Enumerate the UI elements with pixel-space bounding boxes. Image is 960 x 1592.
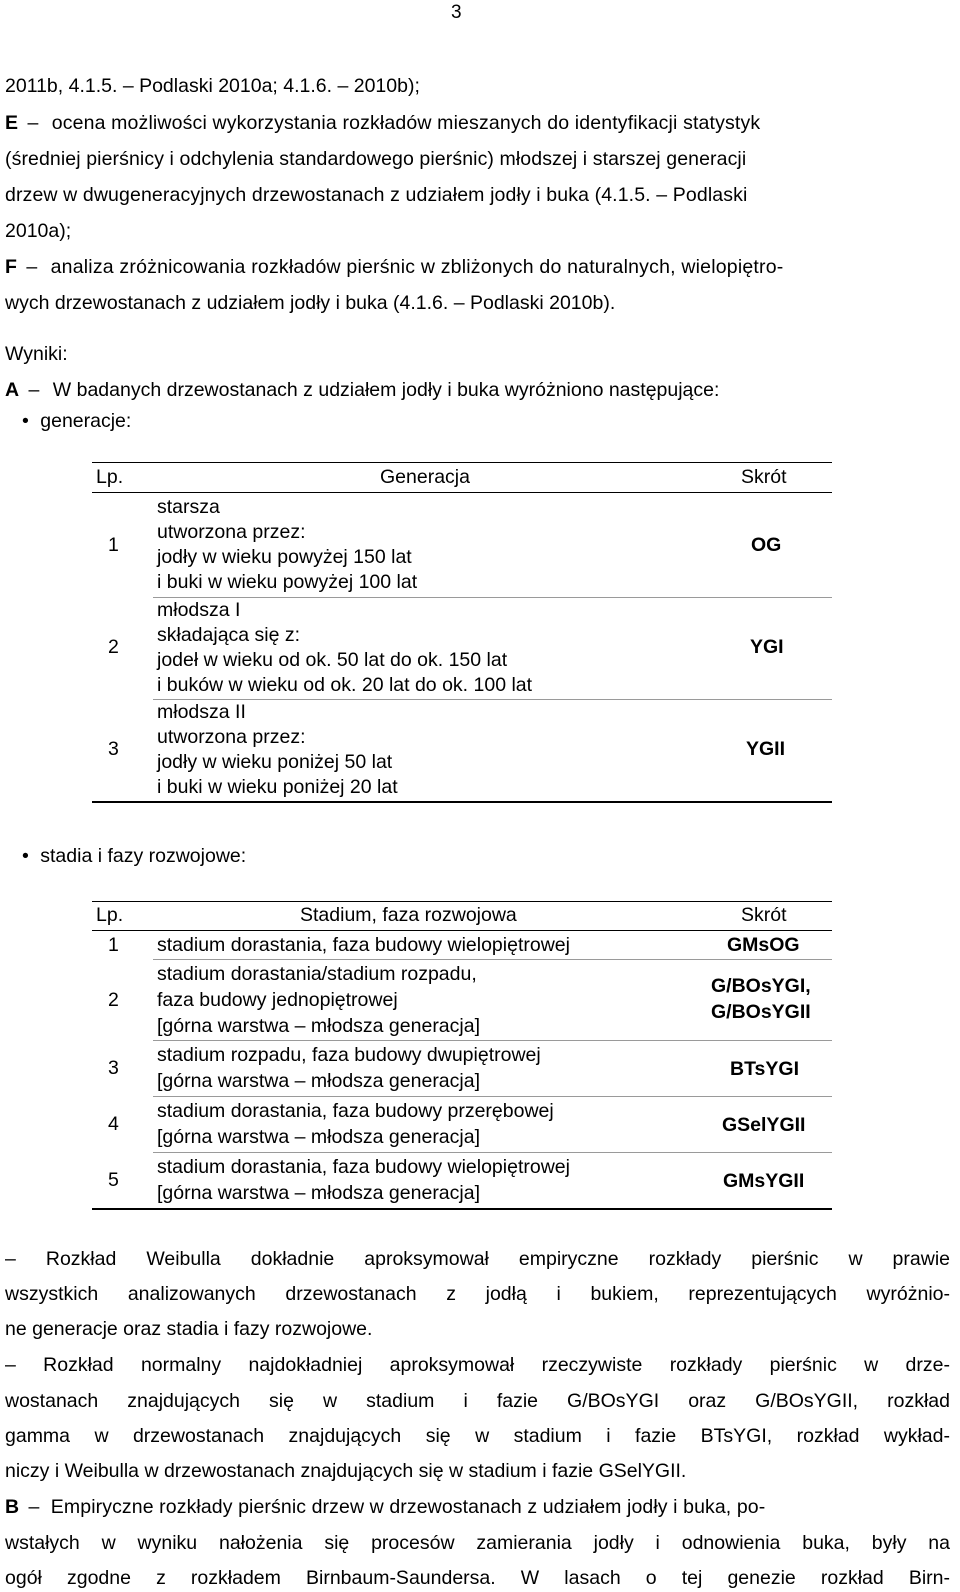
gen-table-bottom-rule (92, 801, 832, 803)
stage-row-abbr: GMsOG (727, 934, 800, 956)
normal-line-1 (5, 1354, 950, 1377)
stage-row-line: faza budowy jednopiętrowej (157, 989, 398, 1011)
row-divider (153, 597, 832, 598)
gen-row-line: jodeł w wieku od ok. 50 lat do ok. 150 lat (157, 649, 508, 671)
gen-row-line: jodły w wieku poniżej 50 lat (157, 751, 393, 773)
results-label: Wyniki: (5, 343, 68, 365)
stage-row-lp: 2 (108, 989, 119, 1011)
gen-row-line: składająca się z: (157, 624, 301, 646)
gen-row-line: młodsza I (157, 599, 241, 621)
continuation-line: 2011b, 4.1.5. – Podlaski 2010a; 4.1.6. – 2010b); (5, 75, 420, 97)
item-b-line-2 (5, 1532, 950, 1555)
stage-row-line: stadium dorastania, faza budowy przerębowej (157, 1100, 554, 1122)
gen-row-line: jodły w wieku powyżej 150 lat (157, 546, 412, 568)
generations-label: generacje: (40, 410, 132, 432)
stage-row-line: stadium dorastania/stadium rozpadu, (157, 963, 477, 985)
stage-header-stage: Stadium, faza rozwojowa (300, 904, 517, 926)
gen-table-top-rule (92, 462, 832, 463)
gen-row-lp: 1 (108, 534, 119, 556)
normal-line-4: niczy i Weibulla w drzewostanach znajdujących się w stadium i fazie GSelYGII. (5, 1460, 687, 1482)
generations-item (22, 410, 131, 433)
item-b-text-3: ogół zgodne z rozkładem Birnbaum-Saundersa. W lasach o tej genezie rozkład Birn- (5, 1567, 950, 1589)
item-f-text-1: analiza zróżnicowania rozkładów pierśnic w zbliżonych do naturalnych, wielopiętro- (50, 256, 784, 278)
stage-row-lp: 3 (108, 1057, 119, 1079)
stage-row-line: [górna warstwa – młodsza generacja] (157, 1126, 480, 1148)
stages-item (22, 845, 246, 868)
gen-row-lp: 2 (108, 636, 119, 658)
gen-header-rule (92, 492, 832, 493)
gen-row-line: utworzona przez: (157, 726, 306, 748)
stage-row-abbr: G/BOsYGI, (711, 975, 811, 997)
item-f-line-2: wych drzewostanach z udziałem jodły i buka (4.1.6. – Podlaski 2010b). (5, 292, 616, 314)
gen-row-line: młodsza II (157, 701, 246, 723)
stage-header-abbr: Skrót (741, 904, 787, 926)
item-f-line-1 (5, 256, 783, 279)
gen-header-lp: Lp. (96, 466, 124, 488)
stage-header-lp: Lp. (96, 904, 124, 926)
page-number: 3 (451, 2, 462, 23)
item-b-line-3 (5, 1567, 950, 1590)
stage-row-lp: 5 (108, 1169, 119, 1191)
stage-row-line: stadium dorastania, faza budowy wielopiętrowej (157, 934, 570, 956)
row-divider (153, 959, 832, 960)
gen-row-line: i buki w wieku poniżej 20 lat (157, 776, 398, 798)
item-a-letter: A (5, 379, 20, 401)
stage-row-abbr: G/BOsYGII (711, 1001, 811, 1023)
item-e-line-3: drzew w dwugeneracyjnych drzewostanach z udziałem jodły i buka (4.1.5. – Podlaski (5, 184, 748, 206)
item-b-text-1: Empiryczne rozkłady pierśnic drzew w drzewostanach z udziałem jodły i buka, po- (50, 1496, 766, 1518)
gen-row-line: utworzona przez: (157, 521, 306, 543)
stage-row-line: stadium dorastania, faza budowy wielopiętrowej (157, 1156, 570, 1178)
gen-row-lp: 3 (108, 738, 119, 760)
gen-row-line: starsza (157, 496, 220, 518)
stage-row-line: [górna warstwa – młodsza generacja] (157, 1182, 480, 1204)
row-divider (153, 1040, 832, 1041)
stage-header-rule (92, 930, 832, 931)
stage-row-lp: 1 (108, 934, 119, 956)
item-e-line-4: 2010a); (5, 220, 72, 242)
item-a-dash: – (28, 379, 40, 401)
item-e-dash: – (27, 112, 39, 134)
gen-row-abbr: YGII (746, 738, 786, 760)
item-b-line-1 (5, 1496, 950, 1519)
item-a-line (5, 379, 719, 402)
stage-row-line: [górna warstwa – młodsza generacja] (157, 1015, 480, 1037)
gen-header-generation: Generacja (380, 466, 470, 488)
row-divider (153, 1152, 832, 1153)
weibull-text-1: – Rozkład Weibulla dokładnie aproksymował empiryczne rozkłady pierśnic w prawie (5, 1248, 950, 1270)
item-f-dash: – (26, 256, 38, 278)
stages-label: stadia i fazy rozwojowe: (40, 845, 247, 867)
weibull-text-2: wszystkich analizowanych drzewostanach z jodłą i bukiem, reprezentujących wyróżnio- (5, 1283, 950, 1305)
item-e-line-1 (5, 112, 950, 135)
item-b-text-2: wstałych w wyniku nałożenia się procesów zamierania jodły i odnowienia buka, były na (5, 1532, 950, 1554)
weibull-line-3: ne generacje oraz stadia i fazy rozwojowe. (5, 1318, 373, 1340)
item-e-text-1: ocena możliwości wykorzystania rozkładów mieszanych do identyfikacji statystyk (51, 112, 761, 134)
weibull-line-2 (5, 1283, 950, 1306)
normal-line-2 (5, 1390, 950, 1413)
normal-line-3 (5, 1425, 950, 1448)
stage-row-abbr: BTsYGI (730, 1058, 799, 1080)
normal-text-1: – Rozkład normalny najdokładniej aproksymował rzeczywiste rozkłady pierśnic w drze- (5, 1354, 950, 1376)
stage-row-lp: 4 (108, 1113, 119, 1135)
bullet-icon: • (22, 410, 29, 432)
normal-text-3: gamma w drzewostanach znajdujących się w stadium i fazie BTsYGI, rozkład wykład- (5, 1425, 950, 1447)
stage-row-abbr: GSelYGII (722, 1114, 806, 1136)
item-b-letter: B (5, 1496, 20, 1518)
item-b-dash: – (28, 1496, 40, 1518)
gen-row-line: i buki w wieku powyżej 100 lat (157, 571, 418, 593)
gen-header-abbr: Skrót (741, 466, 787, 488)
stage-table-bottom-rule (92, 1208, 832, 1210)
row-divider (153, 699, 832, 700)
stage-row-abbr: GMsYGII (723, 1170, 805, 1192)
gen-row-abbr: YGI (750, 636, 784, 658)
normal-text-2: wostanach znajdujących się w stadium i fazie G/BOsYGI oraz G/BOsYGII, rozkład (5, 1390, 950, 1412)
gen-row-abbr: OG (751, 534, 782, 556)
item-e-line-2: (średniej pierśnicy i odchylenia standardowego pierśnic) młodszej i starszej generacji (5, 148, 747, 170)
item-e-letter: E (5, 112, 19, 134)
bullet-icon: • (22, 845, 29, 867)
weibull-line-1 (5, 1248, 950, 1271)
item-a-text: W badanych drzewostanach z udziałem jodły i buka wyróżniono następujące: (52, 379, 720, 401)
stage-row-line: [górna warstwa – młodsza generacja] (157, 1070, 480, 1092)
gen-row-line: i buków w wieku od ok. 20 lat do ok. 100 lat (157, 674, 533, 696)
stage-row-line: stadium rozpadu, faza budowy dwupiętrowej (157, 1044, 541, 1066)
item-f-letter: F (5, 256, 17, 278)
stage-table-top-rule (92, 901, 832, 902)
row-divider (153, 1096, 832, 1097)
